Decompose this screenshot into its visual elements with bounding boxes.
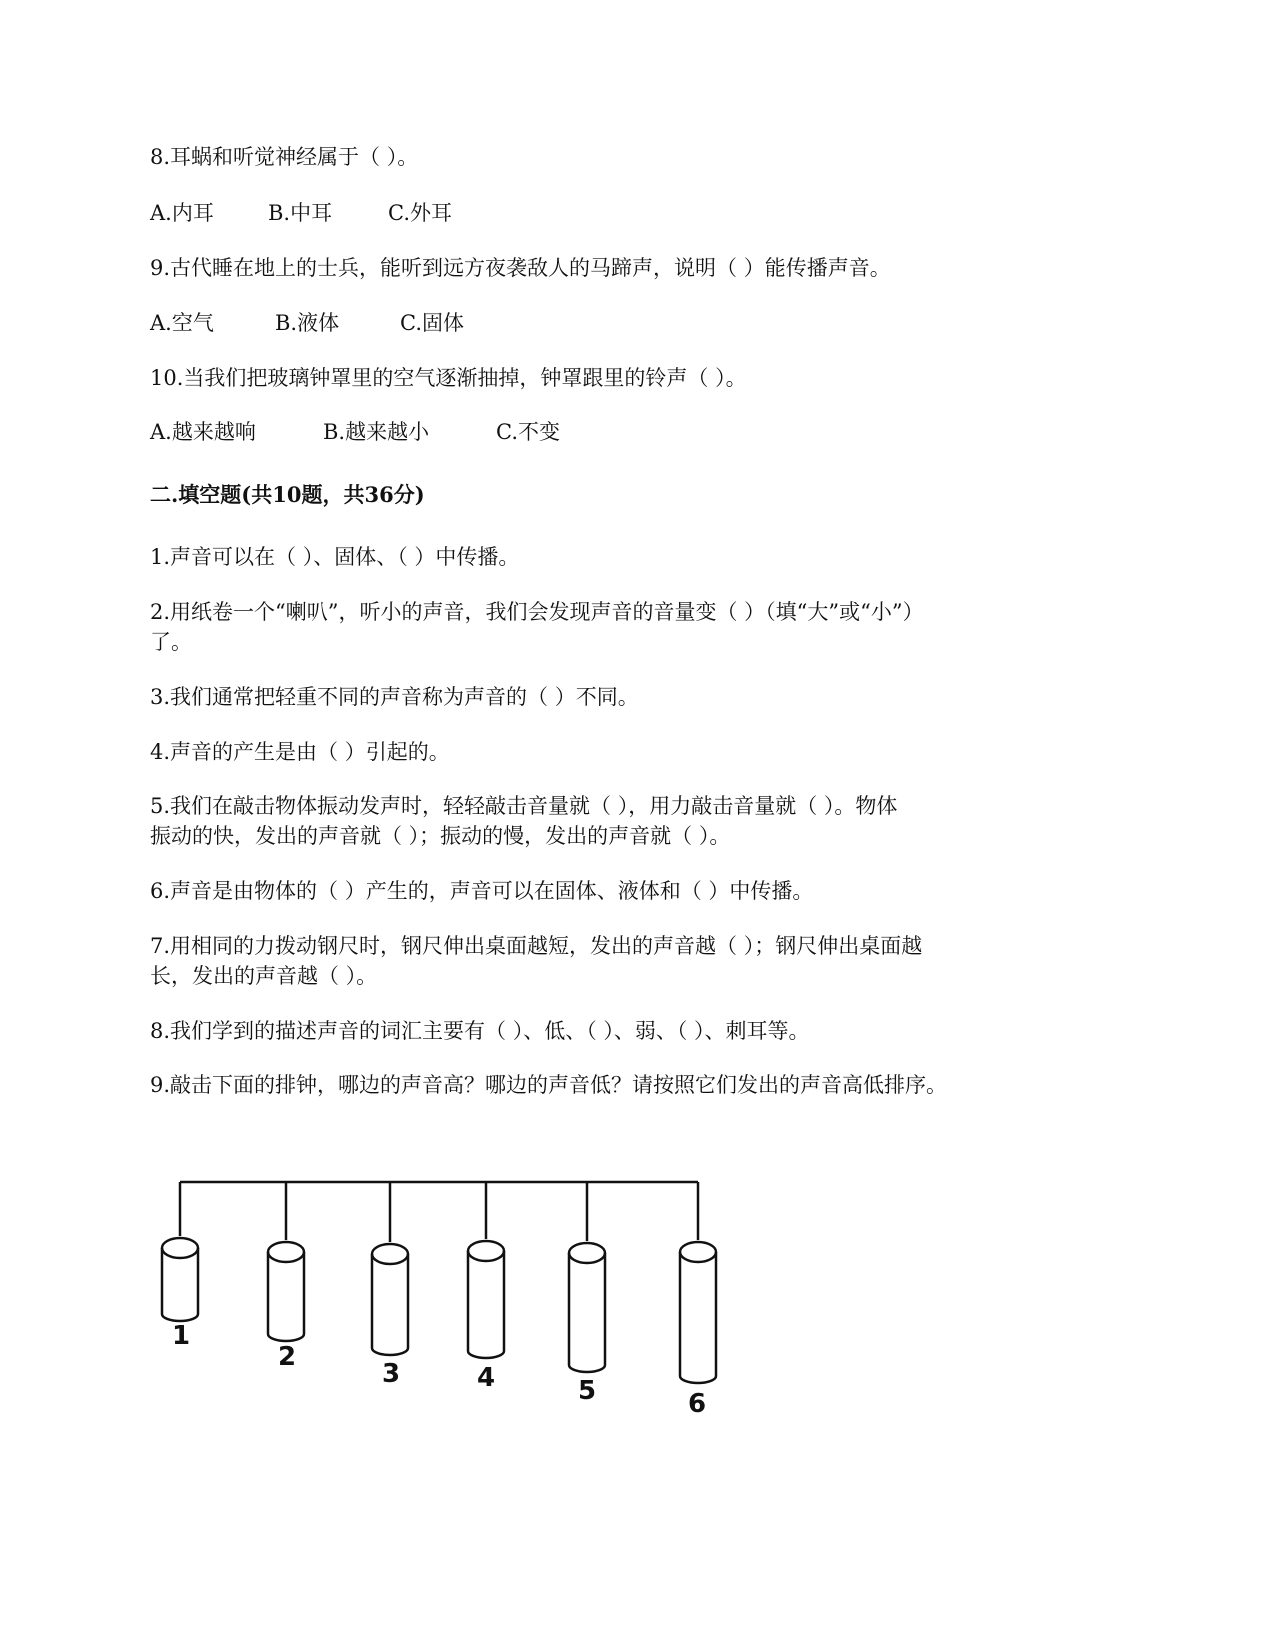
bell-1-icon xyxy=(162,1182,198,1321)
question-9-option-a: A.空气 xyxy=(150,311,214,335)
bell-6-icon xyxy=(680,1182,716,1383)
question-9-option-b: B.液体 xyxy=(275,311,340,335)
question-10-option-c: C.不变 xyxy=(496,420,560,444)
fill-question-3: 3.我们通常把轻重不同的声音称为声音的（ ）不同。 xyxy=(150,685,639,709)
section-title: 二.填空题(共10题，共36分) xyxy=(150,482,425,507)
tubular-bells-figure xyxy=(150,1160,750,1420)
bell-label-2: 2 xyxy=(278,1342,297,1372)
bell-4-icon xyxy=(468,1182,504,1358)
fill-question-5-line-2: 振动的快，发出的声音就（ ）；振动的慢，发出的声音就（ ）。 xyxy=(150,824,731,848)
question-8-stem: 8.耳蜗和听觉神经属于（ ）。 xyxy=(150,145,419,169)
bell-5-icon xyxy=(569,1182,605,1372)
question-10-option-b: B.越来越小 xyxy=(323,420,430,444)
fill-question-9: 9.敲击下面的排钟，哪边的声音高？哪边的声音低？请按照它们发出的声音高低排序。 xyxy=(150,1073,948,1097)
bell-3-icon xyxy=(372,1182,408,1355)
question-8-option-a: A.内耳 xyxy=(150,201,214,225)
bell-label-6: 6 xyxy=(688,1389,707,1419)
question-9-option-c: C.固体 xyxy=(400,311,464,335)
fill-question-1: 1.声音可以在（ ）、固体、（ ）中传播。 xyxy=(150,545,520,569)
fill-question-6: 6.声音是由物体的（ ）产生的，声音可以在固体、液体和（ ）中传播。 xyxy=(150,879,814,903)
question-9-stem: 9.古代睡在地上的士兵，能听到远方夜袭敌人的马蹄声，说明（ ）能传播声音。 xyxy=(150,256,891,280)
fill-question-7-line-1: 7.用相同的力拨动钢尺时，钢尺伸出桌面越短，发出的声音越（ ）；钢尺伸出桌面越 xyxy=(150,934,923,958)
bell-label-1: 1 xyxy=(172,1321,191,1351)
bell-2-icon xyxy=(268,1182,304,1341)
bell-label-5: 5 xyxy=(578,1376,597,1406)
fill-question-4: 4.声音的产生是由（ ）引起的。 xyxy=(150,740,450,764)
fill-question-8: 8.我们学到的描述声音的词汇主要有（ ）、低、（ ）、弱、（ ）、刺耳等。 xyxy=(150,1019,810,1043)
fill-question-5-line-1: 5.我们在敲击物体振动发声时，轻轻敲击音量就（ ），用力敲击音量就（ ）。物体 xyxy=(150,794,898,818)
question-8-option-b: B.中耳 xyxy=(268,201,333,225)
fill-question-7-line-2: 长，发出的声音越（ ）。 xyxy=(150,964,378,988)
question-8-option-c: C.外耳 xyxy=(388,201,452,225)
question-10-option-a: A.越来越响 xyxy=(150,420,256,444)
bell-label-3: 3 xyxy=(382,1359,401,1389)
question-10-stem: 10.当我们把玻璃钟罩里的空气逐渐抽掉，钟罩跟里的铃声（ ）。 xyxy=(150,366,747,390)
fill-question-2-line-2: 了。 xyxy=(150,630,192,654)
bell-label-4: 4 xyxy=(477,1363,496,1393)
fill-question-2-line-1: 2.用纸卷一个“喇叭”，听小的声音，我们会发现声音的音量变（ ）（填“大”或“小”） xyxy=(150,600,924,624)
